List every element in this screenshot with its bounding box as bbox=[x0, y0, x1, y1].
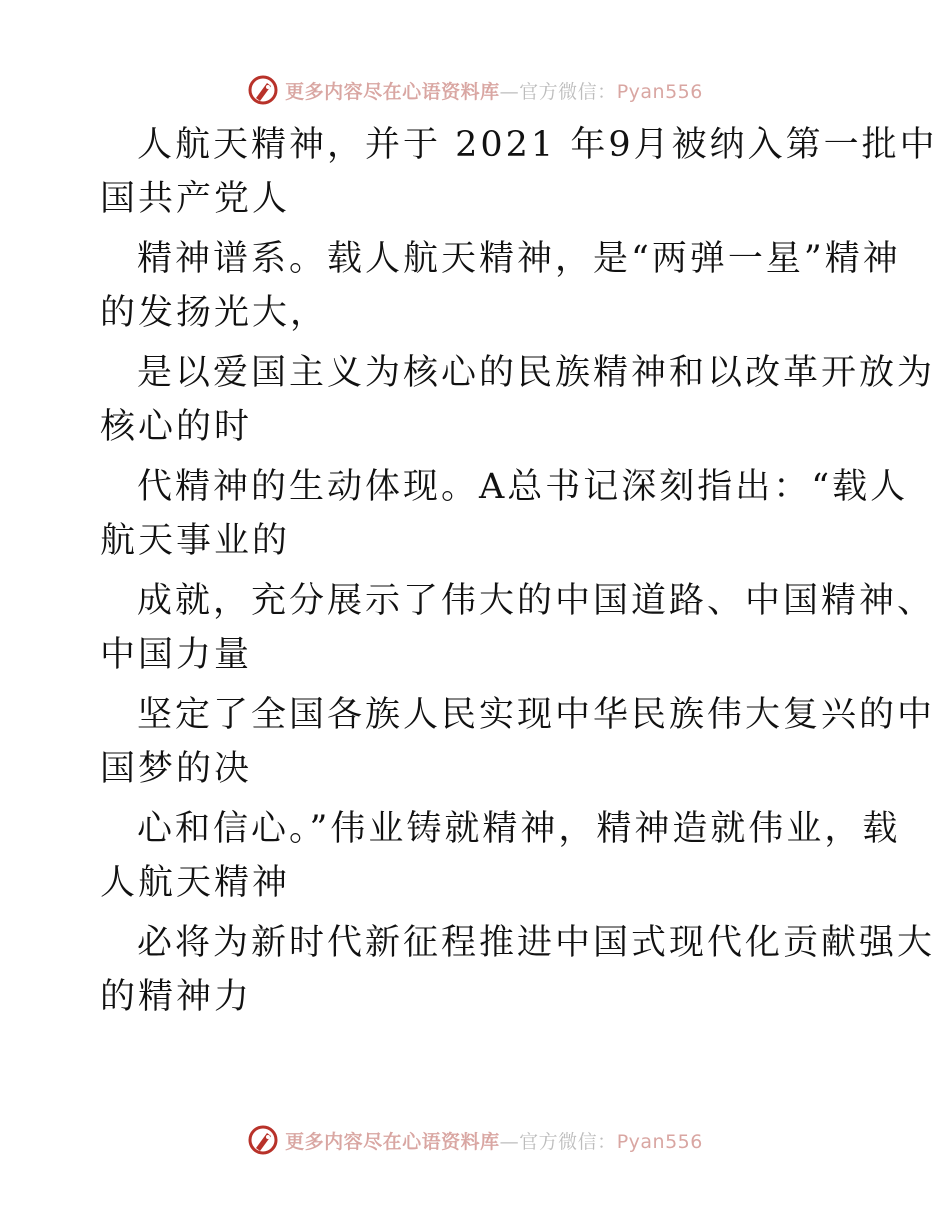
header-watermark bbox=[0, 70, 950, 110]
paragraph-line-2: 国梦的决 bbox=[100, 749, 253, 789]
watermark-title: 更多内容尽在心语资料库 bbox=[285, 1130, 500, 1153]
pen-nib-logo-icon bbox=[247, 1124, 279, 1156]
paragraph-line-1: 是以爱国主义为核心的民族精神和以改革开放为 bbox=[137, 353, 936, 393]
watermark-wechat-label: 官方微信： bbox=[519, 80, 617, 103]
document-body bbox=[100, 118, 938, 1030]
paragraph-line-2: 航天事业的 bbox=[100, 521, 291, 561]
paragraph-line-2: 人航天精神 bbox=[100, 863, 291, 903]
paragraph bbox=[100, 688, 936, 796]
paragraph-line-1: 人航天精神，并于 2021 年9月被纳入第一批中 bbox=[137, 125, 938, 165]
paragraph bbox=[100, 460, 909, 568]
watermark-dash: — bbox=[499, 80, 520, 103]
paragraph-line-1: 精神谱系。载人航天精神，是“两弹一星”精神 bbox=[137, 239, 901, 279]
watermark-text bbox=[285, 77, 703, 104]
paragraph-line-2: 的精神力 bbox=[100, 977, 253, 1017]
paragraph bbox=[100, 232, 901, 340]
watermark-dash: — bbox=[499, 1130, 520, 1153]
paragraph-line-2: 的发扬光大， bbox=[100, 293, 329, 333]
paragraph bbox=[100, 574, 936, 682]
paragraph-line-1: 坚定了全国各族人民实现中华民族伟大复兴的中 bbox=[137, 695, 936, 735]
footer-watermark bbox=[0, 1120, 950, 1160]
watermark-text bbox=[285, 1127, 703, 1154]
paragraph-line-1: 成就，充分展示了伟大的中国道路、中国精神、 bbox=[137, 581, 936, 621]
paragraph bbox=[100, 118, 938, 226]
pen-nib-logo-icon bbox=[247, 74, 279, 106]
paragraph-line-2: 国共产党人 bbox=[100, 179, 291, 219]
paragraph bbox=[100, 346, 936, 454]
paragraph-line-2: 核心的时 bbox=[100, 407, 253, 447]
paragraph-line-1: 代精神的生动体现。A总书记深刻指出：“载人 bbox=[137, 467, 909, 507]
paragraph-line-1: 心和信心。”伟业铸就精神，精神造就伟业，载 bbox=[137, 809, 901, 849]
paragraph bbox=[100, 916, 936, 1024]
paragraph-line-2: 中国力量 bbox=[100, 635, 253, 675]
paragraph-line-1: 必将为新时代新征程推进中国式现代化贡献强大 bbox=[137, 923, 936, 963]
watermark-wechat-label: 官方微信： bbox=[519, 1130, 617, 1153]
watermark-wechat-id: Pyan556 bbox=[616, 1130, 703, 1153]
watermark-wechat-id: Pyan556 bbox=[616, 80, 703, 103]
paragraph bbox=[100, 802, 901, 910]
watermark-title: 更多内容尽在心语资料库 bbox=[285, 80, 500, 103]
